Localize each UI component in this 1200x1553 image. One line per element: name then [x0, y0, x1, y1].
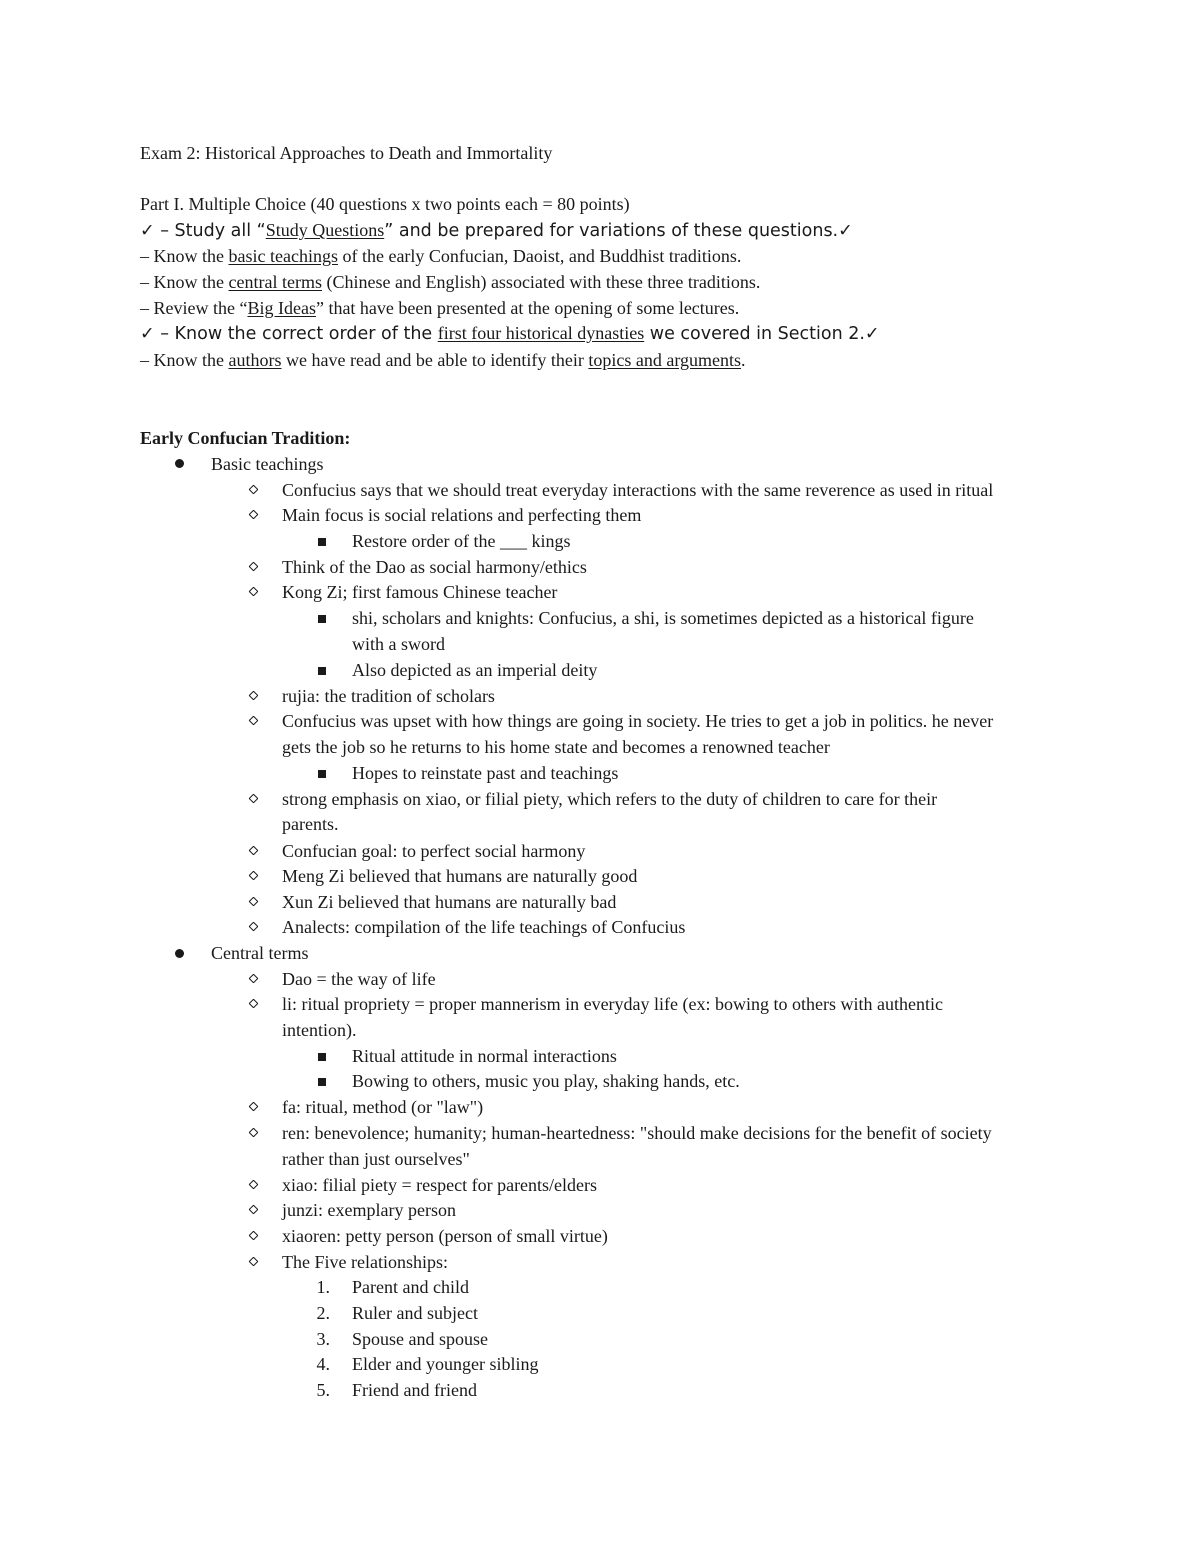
list-item: ren: benevolence; humanity; human-heartedness: "should make decisions for the benefit of society	[282, 1123, 992, 1143]
bullet-diamond	[249, 510, 259, 520]
list-item: Main focus is social relations and perfecting them	[282, 505, 642, 525]
bullet-diamond	[249, 846, 259, 856]
instruction-dynasties	[140, 321, 880, 346]
list-item: Kong Zi; first famous Chinese teacher	[282, 582, 558, 602]
list-item: Confucius says that we should treat everyday interactions with the same reverence as used in ritual	[282, 480, 994, 500]
bullet-diamond	[249, 1128, 259, 1138]
bullet-diamond	[249, 922, 259, 932]
bullet-diamond	[249, 562, 259, 572]
instruction-authors	[140, 348, 746, 372]
list-item: Xun Zi believed that humans are naturally bad	[282, 892, 617, 912]
list-item: strong emphasis on xiao, or filial piety, which refers to the duty of children to care for their	[282, 789, 938, 809]
text: – Know the	[140, 246, 229, 266]
bullet-diamond	[249, 999, 259, 1009]
instruction-basic-teachings	[140, 244, 741, 268]
list-item-continuation: parents.	[282, 814, 339, 834]
bullet-disc	[175, 459, 184, 468]
bullet-diamond	[249, 691, 259, 701]
text: ✓ – Study all “	[140, 221, 266, 241]
list-item-continuation: with a sword	[352, 634, 445, 654]
text: – Know the	[140, 272, 229, 292]
text: ” that have been presented at the opening of some lectures.	[315, 298, 740, 318]
numbered-item: Elder and younger sibling	[352, 1354, 539, 1374]
text: we have read and be able to identify their	[281, 350, 589, 370]
list-item: The Five relationships:	[282, 1252, 448, 1272]
bullet-diamond	[249, 485, 259, 495]
underlined-text: Study Questions	[265, 220, 385, 240]
text: – Know the	[140, 350, 229, 370]
list-item: Confucius was upset with how things are going in society. He tries to get a job in politics. he never	[282, 711, 994, 731]
text: .	[741, 350, 746, 370]
bullet-square	[318, 1078, 326, 1086]
list-item: Meng Zi believed that humans are naturally good	[282, 866, 638, 886]
underlined-text: authors	[228, 350, 282, 370]
bullet-diamond	[249, 716, 259, 726]
underlined-text: central terms	[228, 272, 322, 292]
text: of the early Confucian, Daoist, and Buddhist traditions.	[337, 246, 742, 266]
bullet-diamond	[249, 1257, 259, 1267]
bullet-diamond	[249, 1180, 259, 1190]
list-item: shi, scholars and knights: Confucius, a shi, is sometimes depicted as a historical figure	[352, 608, 974, 628]
bullet-diamond	[249, 1102, 259, 1112]
instruction-study-questions	[140, 218, 853, 243]
list-item-continuation: rather than just ourselves"	[282, 1149, 470, 1169]
section-heading-confucian: Early Confucian Tradition:	[140, 428, 351, 448]
list-number: 5.	[316, 1380, 330, 1400]
part1-heading: Part I. Multiple Choice (40 questions x two points each = 80 points)	[140, 194, 630, 214]
bullet-diamond	[249, 897, 259, 907]
doc-title: Exam 2: Historical Approaches to Death and Immortality	[140, 143, 553, 163]
list-item: Analects: compilation of the life teachings of Confucius	[282, 917, 686, 937]
text: ” and be prepared for variations of these questions.✓	[384, 221, 853, 241]
list-number: 3.	[316, 1329, 330, 1349]
text: (Chinese and English) associated with these three traditions.	[321, 272, 761, 292]
bullet-diamond	[249, 587, 259, 597]
list-item: li: ritual propriety = proper mannerism in everyday life (ex: bowing to others with authentic	[282, 994, 943, 1014]
bullet-square	[318, 1053, 326, 1061]
numbered-item: Friend and friend	[352, 1380, 477, 1400]
list-item: Ritual attitude in normal interactions	[352, 1046, 617, 1066]
list-item: Restore order of the ___ kings	[352, 531, 571, 551]
numbered-item: Spouse and spouse	[352, 1329, 488, 1349]
list-item-basic-teachings: Basic teachings	[211, 454, 324, 474]
underlined-text: basic teachings	[228, 246, 338, 266]
underlined-text: Big Ideas	[247, 298, 316, 318]
list-item: fa: ritual, method (or "law")	[282, 1097, 484, 1117]
bullet-diamond	[249, 794, 259, 804]
list-number: 4.	[316, 1354, 330, 1374]
bullet-disc	[175, 949, 184, 958]
numbered-item: Parent and child	[352, 1277, 469, 1297]
list-number: 1.	[316, 1277, 330, 1297]
bullet-square	[318, 667, 326, 675]
bullet-diamond	[249, 1231, 259, 1241]
bullet-square	[318, 538, 326, 546]
list-item: Bowing to others, music you play, shaking hands, etc.	[352, 1071, 740, 1091]
list-item: Think of the Dao as social harmony/ethics	[282, 557, 587, 577]
bullet-square	[318, 770, 326, 778]
list-item: Also depicted as an imperial deity	[352, 660, 598, 680]
list-item-continuation: intention).	[282, 1020, 357, 1040]
bullet-diamond	[249, 871, 259, 881]
underlined-text: topics and arguments	[588, 350, 742, 370]
bullet-diamond	[249, 1205, 259, 1215]
list-item: Hopes to reinstate past and teachings	[352, 763, 619, 783]
list-item: xiao: filial piety = respect for parents/elders	[282, 1175, 598, 1195]
list-item: Dao = the way of life	[282, 969, 436, 989]
bullet-square	[318, 615, 326, 623]
numbered-item: Ruler and subject	[352, 1303, 478, 1323]
list-number: 2.	[316, 1303, 330, 1323]
list-item-continuation: gets the job so he returns to his home state and becomes a renowned teacher	[282, 737, 830, 757]
instruction-big-ideas	[140, 296, 739, 320]
underlined-text: first four historical dynasties	[437, 323, 645, 343]
list-item: junzi: exemplary person	[282, 1200, 456, 1220]
text: ✓ – Know the correct order of the	[140, 324, 438, 344]
list-item: rujia: the tradition of scholars	[282, 686, 495, 706]
list-item-central-terms: Central terms	[211, 943, 309, 963]
text: – Review the “	[140, 298, 248, 318]
instruction-central-terms	[140, 270, 760, 294]
list-item: xiaoren: petty person (person of small virtue)	[282, 1226, 608, 1246]
text: we covered in Section 2.✓	[644, 324, 880, 344]
list-item: Confucian goal: to perfect social harmony	[282, 841, 586, 861]
bullet-diamond	[249, 974, 259, 984]
